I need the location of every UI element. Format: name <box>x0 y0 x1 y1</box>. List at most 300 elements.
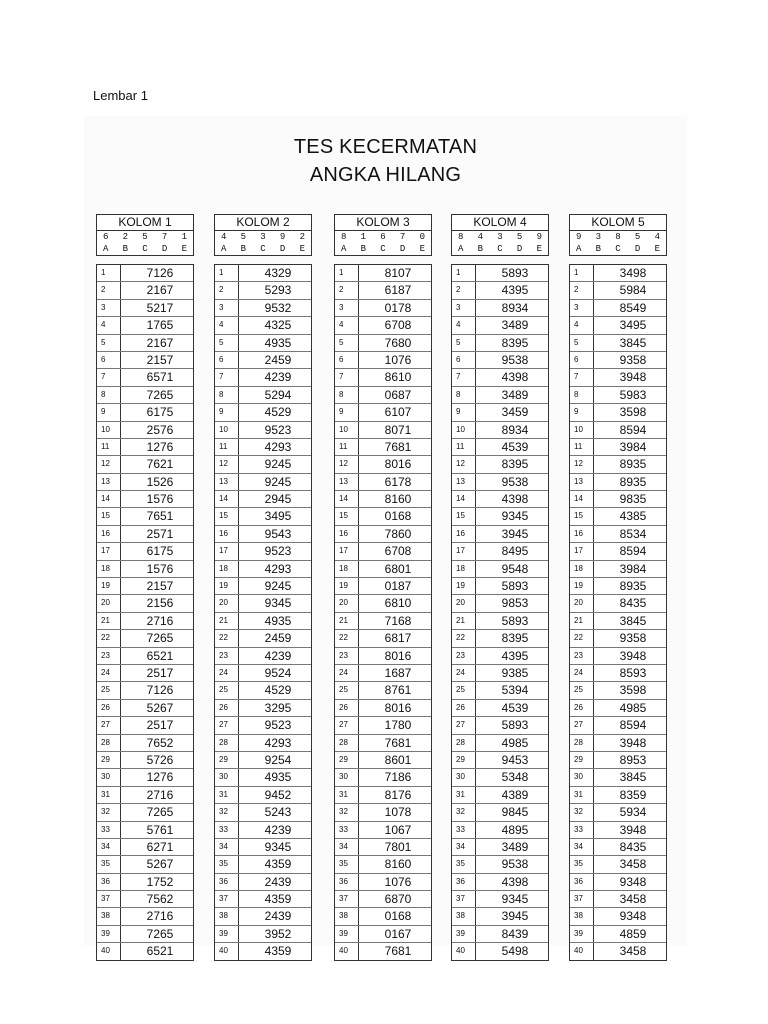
question-row <box>97 735 193 752</box>
question-number: 7 <box>335 369 359 385</box>
question-number: 5 <box>570 335 594 351</box>
question-value: 8594 <box>619 718 647 733</box>
key-letter: C <box>497 244 503 254</box>
key-digits <box>570 231 666 243</box>
question-row <box>215 752 311 769</box>
question-value: 8160 <box>384 492 412 507</box>
question-value: 3948 <box>619 370 647 385</box>
question-number: 19 <box>215 578 239 594</box>
question-number: 35 <box>215 856 239 872</box>
question-number: 22 <box>452 630 476 646</box>
question-value: 8935 <box>619 579 647 594</box>
question-value: 8593 <box>619 665 647 680</box>
question-number: 11 <box>335 439 359 455</box>
question-number: 24 <box>570 665 594 681</box>
question-row <box>215 561 311 578</box>
question-number: 9 <box>97 404 121 420</box>
key-digit: 2 <box>299 232 305 242</box>
question-number: 36 <box>452 874 476 890</box>
question-row <box>452 804 548 821</box>
question-number: 11 <box>570 439 594 455</box>
question-number: 3 <box>570 300 594 316</box>
question-number: 27 <box>335 717 359 733</box>
question-value: 2459 <box>264 352 292 367</box>
question-value: 9523 <box>264 718 292 733</box>
question-value: 8601 <box>384 752 412 767</box>
question-value: 3489 <box>501 318 529 333</box>
question-number: 11 <box>452 439 476 455</box>
question-value: 8549 <box>619 300 647 315</box>
question-row <box>97 700 193 717</box>
question-value: 8953 <box>619 752 647 767</box>
question-row <box>335 735 431 752</box>
question-value: 7860 <box>384 526 412 541</box>
question-number: 3 <box>452 300 476 316</box>
question-value: 7621 <box>146 457 174 472</box>
question-number: 39 <box>97 926 121 942</box>
question-value: 8935 <box>619 474 647 489</box>
question-number: 24 <box>452 665 476 681</box>
question-number: 8 <box>97 387 121 403</box>
key-letter: C <box>380 244 386 254</box>
question-number: 4 <box>452 317 476 333</box>
key-letter: E <box>654 244 660 254</box>
question-row <box>335 856 431 873</box>
question-row <box>335 439 431 456</box>
column-header <box>96 214 194 256</box>
question-value: 5983 <box>619 387 647 402</box>
question-row <box>215 908 311 925</box>
question-number: 30 <box>335 769 359 785</box>
question-number: 40 <box>452 943 476 959</box>
question-row <box>215 822 311 839</box>
question-row <box>97 456 193 473</box>
question-value: 4293 <box>264 439 292 454</box>
question-row <box>97 491 193 508</box>
question-number: 31 <box>570 787 594 803</box>
question-row <box>452 300 548 317</box>
question-row <box>335 526 431 543</box>
question-value: 1276 <box>146 770 174 785</box>
question-row <box>335 804 431 821</box>
question-row <box>335 682 431 699</box>
question-number: 20 <box>570 595 594 611</box>
question-row <box>335 822 431 839</box>
question-row <box>335 335 431 352</box>
key-digit: 8 <box>458 232 464 242</box>
question-value: 9523 <box>264 422 292 437</box>
question-value: 3498 <box>619 266 647 280</box>
question-number: 20 <box>335 595 359 611</box>
question-number: 16 <box>335 526 359 542</box>
question-row <box>452 265 548 282</box>
question-number: 25 <box>97 682 121 698</box>
question-value: 8934 <box>501 422 529 437</box>
question-value: 2167 <box>146 283 174 298</box>
key-letters <box>570 243 666 255</box>
column-header <box>451 214 549 256</box>
key-letter: D <box>516 244 523 254</box>
question-row <box>97 752 193 769</box>
question-number: 6 <box>215 352 239 368</box>
question-row <box>335 630 431 647</box>
question-number: 37 <box>215 891 239 907</box>
question-row <box>570 682 666 699</box>
question-value: 0187 <box>384 579 412 594</box>
question-value: 9254 <box>264 752 292 767</box>
question-number: 38 <box>215 908 239 924</box>
question-value: 1076 <box>384 874 412 889</box>
key-digit: 9 <box>536 232 542 242</box>
question-row <box>97 839 193 856</box>
question-row <box>570 543 666 560</box>
question-row <box>570 735 666 752</box>
question-row <box>452 439 548 456</box>
question-value: 1687 <box>384 665 412 680</box>
question-number: 18 <box>452 561 476 577</box>
column-name: KOLOM 3 <box>335 215 431 231</box>
column-header <box>214 214 312 256</box>
question-number: 14 <box>215 491 239 507</box>
question-number: 4 <box>97 317 121 333</box>
question-row <box>335 282 431 299</box>
question-number: 13 <box>335 474 359 490</box>
question-value: 9348 <box>619 909 647 924</box>
question-number: 26 <box>215 700 239 716</box>
key-digit: 8 <box>341 232 347 242</box>
question-value: 3948 <box>619 735 647 750</box>
question-value: 5893 <box>501 266 529 280</box>
key-letter: B <box>360 244 367 254</box>
question-number: 22 <box>215 630 239 646</box>
key-letter: B <box>595 244 602 254</box>
title-line-1: TES KECERMATAN <box>293 136 478 158</box>
question-row <box>452 856 548 873</box>
question-row <box>452 822 548 839</box>
question-value: 5893 <box>501 718 529 733</box>
question-number: 25 <box>570 682 594 698</box>
question-value: 4359 <box>264 944 292 959</box>
question-number: 36 <box>215 874 239 890</box>
question-value: 4398 <box>501 874 529 889</box>
question-number: 17 <box>452 543 476 559</box>
question-row <box>215 735 311 752</box>
question-value: 9524 <box>264 665 292 680</box>
question-value: 0167 <box>384 926 412 941</box>
key-letter: C <box>260 244 266 254</box>
question-list <box>214 264 312 961</box>
question-value: 5348 <box>501 770 529 785</box>
question-value: 2157 <box>146 579 174 594</box>
question-row <box>215 422 311 439</box>
question-row <box>335 474 431 491</box>
question-row <box>452 352 548 369</box>
question-row <box>97 578 193 595</box>
question-number: 33 <box>97 822 121 838</box>
question-value: 3845 <box>619 770 647 785</box>
question-number: 33 <box>335 822 359 838</box>
question-number: 7 <box>215 369 239 385</box>
question-number: 40 <box>335 943 359 959</box>
question-value: 4359 <box>264 857 292 872</box>
question-value: 4239 <box>264 370 292 385</box>
question-value: 2439 <box>264 909 292 924</box>
key-digit: 5 <box>142 232 148 242</box>
question-number: 3 <box>335 300 359 316</box>
question-number: 22 <box>570 630 594 646</box>
question-number: 20 <box>215 595 239 611</box>
question-value: 1078 <box>384 805 412 820</box>
question-number: 5 <box>215 335 239 351</box>
kolom-3 <box>334 214 432 961</box>
question-row <box>215 630 311 647</box>
question-value: 2716 <box>146 909 174 924</box>
question-number: 4 <box>215 317 239 333</box>
question-number: 18 <box>335 561 359 577</box>
key-letter: A <box>341 244 347 254</box>
key-letters <box>452 243 548 255</box>
question-list <box>96 264 194 961</box>
question-value: 4935 <box>264 613 292 628</box>
key-digit: 1 <box>360 232 367 242</box>
key-letter: D <box>399 244 406 254</box>
question-value: 6521 <box>146 648 174 663</box>
kolom-1 <box>96 214 194 961</box>
question-value: 9538 <box>501 857 529 872</box>
question-value: 9543 <box>264 526 292 541</box>
question-value: 2945 <box>264 492 292 507</box>
question-row <box>570 491 666 508</box>
question-number: 39 <box>215 926 239 942</box>
question-row <box>452 717 548 734</box>
question-row <box>335 595 431 612</box>
question-value: 8435 <box>619 596 647 611</box>
kolom-4 <box>451 214 549 961</box>
question-value: 1276 <box>146 439 174 454</box>
question-row <box>335 404 431 421</box>
question-row <box>215 769 311 786</box>
question-row <box>97 300 193 317</box>
question-number: 40 <box>97 943 121 959</box>
question-row <box>335 665 431 682</box>
question-row <box>97 822 193 839</box>
question-number: 15 <box>452 508 476 524</box>
question-number: 29 <box>452 752 476 768</box>
column-name: KOLOM 4 <box>452 215 548 231</box>
question-value: 0168 <box>384 509 412 524</box>
question-row <box>97 804 193 821</box>
question-row <box>570 926 666 943</box>
question-number: 6 <box>452 352 476 368</box>
question-value: 1576 <box>146 492 174 507</box>
question-row <box>452 508 548 525</box>
question-value: 9358 <box>619 631 647 646</box>
question-row <box>452 387 548 404</box>
question-value: 5726 <box>146 752 174 767</box>
question-value: 7168 <box>384 613 412 628</box>
question-number: 21 <box>452 613 476 629</box>
question-row <box>215 665 311 682</box>
question-value: 3984 <box>619 561 647 576</box>
question-value: 4293 <box>264 735 292 750</box>
question-number: 37 <box>570 891 594 907</box>
question-row <box>335 874 431 891</box>
question-row <box>97 543 193 560</box>
question-row <box>97 387 193 404</box>
question-row <box>452 700 548 717</box>
question-number: 18 <box>97 561 121 577</box>
question-row <box>335 769 431 786</box>
question-number: 25 <box>215 682 239 698</box>
question-row <box>452 578 548 595</box>
question-number: 16 <box>97 526 121 542</box>
key-letter: B <box>122 244 129 254</box>
question-value: 6175 <box>146 405 174 420</box>
key-letter: E <box>299 244 305 254</box>
question-value: 6801 <box>384 561 412 576</box>
question-row <box>570 787 666 804</box>
question-number: 9 <box>335 404 359 420</box>
question-row <box>452 561 548 578</box>
question-row <box>97 422 193 439</box>
question-row <box>97 665 193 682</box>
key-digit: 8 <box>615 232 621 242</box>
question-value: 3598 <box>619 683 647 698</box>
question-number: 11 <box>215 439 239 455</box>
question-number: 14 <box>570 491 594 507</box>
question-row <box>215 682 311 699</box>
question-value: 2716 <box>146 613 174 628</box>
question-value: 1067 <box>384 822 412 837</box>
question-number: 21 <box>215 613 239 629</box>
question-number: 9 <box>452 404 476 420</box>
key-letter: E <box>536 244 542 254</box>
question-row <box>215 352 311 369</box>
question-row <box>97 943 193 959</box>
question-value: 4329 <box>264 266 292 280</box>
question-row <box>570 943 666 959</box>
question-row <box>335 839 431 856</box>
question-value: 7681 <box>384 735 412 750</box>
question-number: 1 <box>335 265 359 281</box>
question-value: 4398 <box>501 370 529 385</box>
question-row <box>97 613 193 630</box>
question-value: 8016 <box>384 457 412 472</box>
question-number: 35 <box>570 856 594 872</box>
question-list <box>569 264 667 961</box>
question-value: 6521 <box>146 944 174 959</box>
key-letter: C <box>615 244 621 254</box>
question-number: 20 <box>452 595 476 611</box>
question-row <box>570 578 666 595</box>
question-number: 2 <box>335 282 359 298</box>
question-value: 8534 <box>619 526 647 541</box>
question-value: 8934 <box>501 300 529 315</box>
question-value: 9835 <box>619 492 647 507</box>
question-value: 3845 <box>619 335 647 350</box>
question-value: 2517 <box>146 718 174 733</box>
question-row <box>215 804 311 821</box>
question-row <box>570 717 666 734</box>
question-value: 2156 <box>146 596 174 611</box>
key-letter: E <box>419 244 425 254</box>
question-number: 8 <box>570 387 594 403</box>
question-value: 9245 <box>264 474 292 489</box>
question-row <box>215 526 311 543</box>
question-row <box>97 474 193 491</box>
question-row <box>97 369 193 386</box>
question-number: 1 <box>215 265 239 281</box>
question-number: 10 <box>97 422 121 438</box>
question-number: 7 <box>570 369 594 385</box>
question-number: 18 <box>570 561 594 577</box>
question-number: 15 <box>215 508 239 524</box>
question-number: 26 <box>97 700 121 716</box>
question-number: 14 <box>335 491 359 507</box>
question-value: 3295 <box>264 700 292 715</box>
question-number: 3 <box>97 300 121 316</box>
question-value: 3459 <box>501 405 529 420</box>
question-row <box>335 543 431 560</box>
question-value: 3495 <box>619 318 647 333</box>
question-number: 32 <box>452 804 476 820</box>
key-digit: 1 <box>181 232 187 242</box>
question-value: 8107 <box>384 266 412 280</box>
question-value: 3945 <box>501 526 529 541</box>
question-number: 6 <box>335 352 359 368</box>
question-value: 1752 <box>146 874 174 889</box>
question-number: 12 <box>335 456 359 472</box>
question-row <box>215 578 311 595</box>
question-row <box>335 456 431 473</box>
question-value: 2716 <box>146 787 174 802</box>
question-value: 1076 <box>384 352 412 367</box>
question-number: 27 <box>215 717 239 733</box>
question-row <box>452 369 548 386</box>
question-value: 1576 <box>146 561 174 576</box>
question-row <box>97 926 193 943</box>
question-value: 5217 <box>146 300 174 315</box>
question-row <box>570 874 666 891</box>
question-value: 8395 <box>501 457 529 472</box>
question-value: 8160 <box>384 857 412 872</box>
question-number: 28 <box>335 735 359 751</box>
question-row <box>215 613 311 630</box>
question-row <box>452 613 548 630</box>
question-number: 24 <box>97 665 121 681</box>
question-number: 10 <box>335 422 359 438</box>
question-number: 30 <box>97 769 121 785</box>
title-line-2: ANGKA HILANG <box>309 164 462 186</box>
question-number: 35 <box>97 856 121 872</box>
question-value: 5293 <box>264 283 292 298</box>
question-value: 4529 <box>264 683 292 698</box>
question-value: 3948 <box>619 822 647 837</box>
key-letter: B <box>477 244 484 254</box>
question-row <box>335 422 431 439</box>
question-number: 16 <box>570 526 594 542</box>
question-value: 9345 <box>264 596 292 611</box>
question-number: 21 <box>97 613 121 629</box>
question-number: 7 <box>97 369 121 385</box>
question-row <box>97 335 193 352</box>
question-row <box>335 908 431 925</box>
question-row <box>452 404 548 421</box>
question-row <box>335 891 431 908</box>
question-number: 37 <box>335 891 359 907</box>
question-value: 9845 <box>501 805 529 820</box>
question-number: 36 <box>570 874 594 890</box>
